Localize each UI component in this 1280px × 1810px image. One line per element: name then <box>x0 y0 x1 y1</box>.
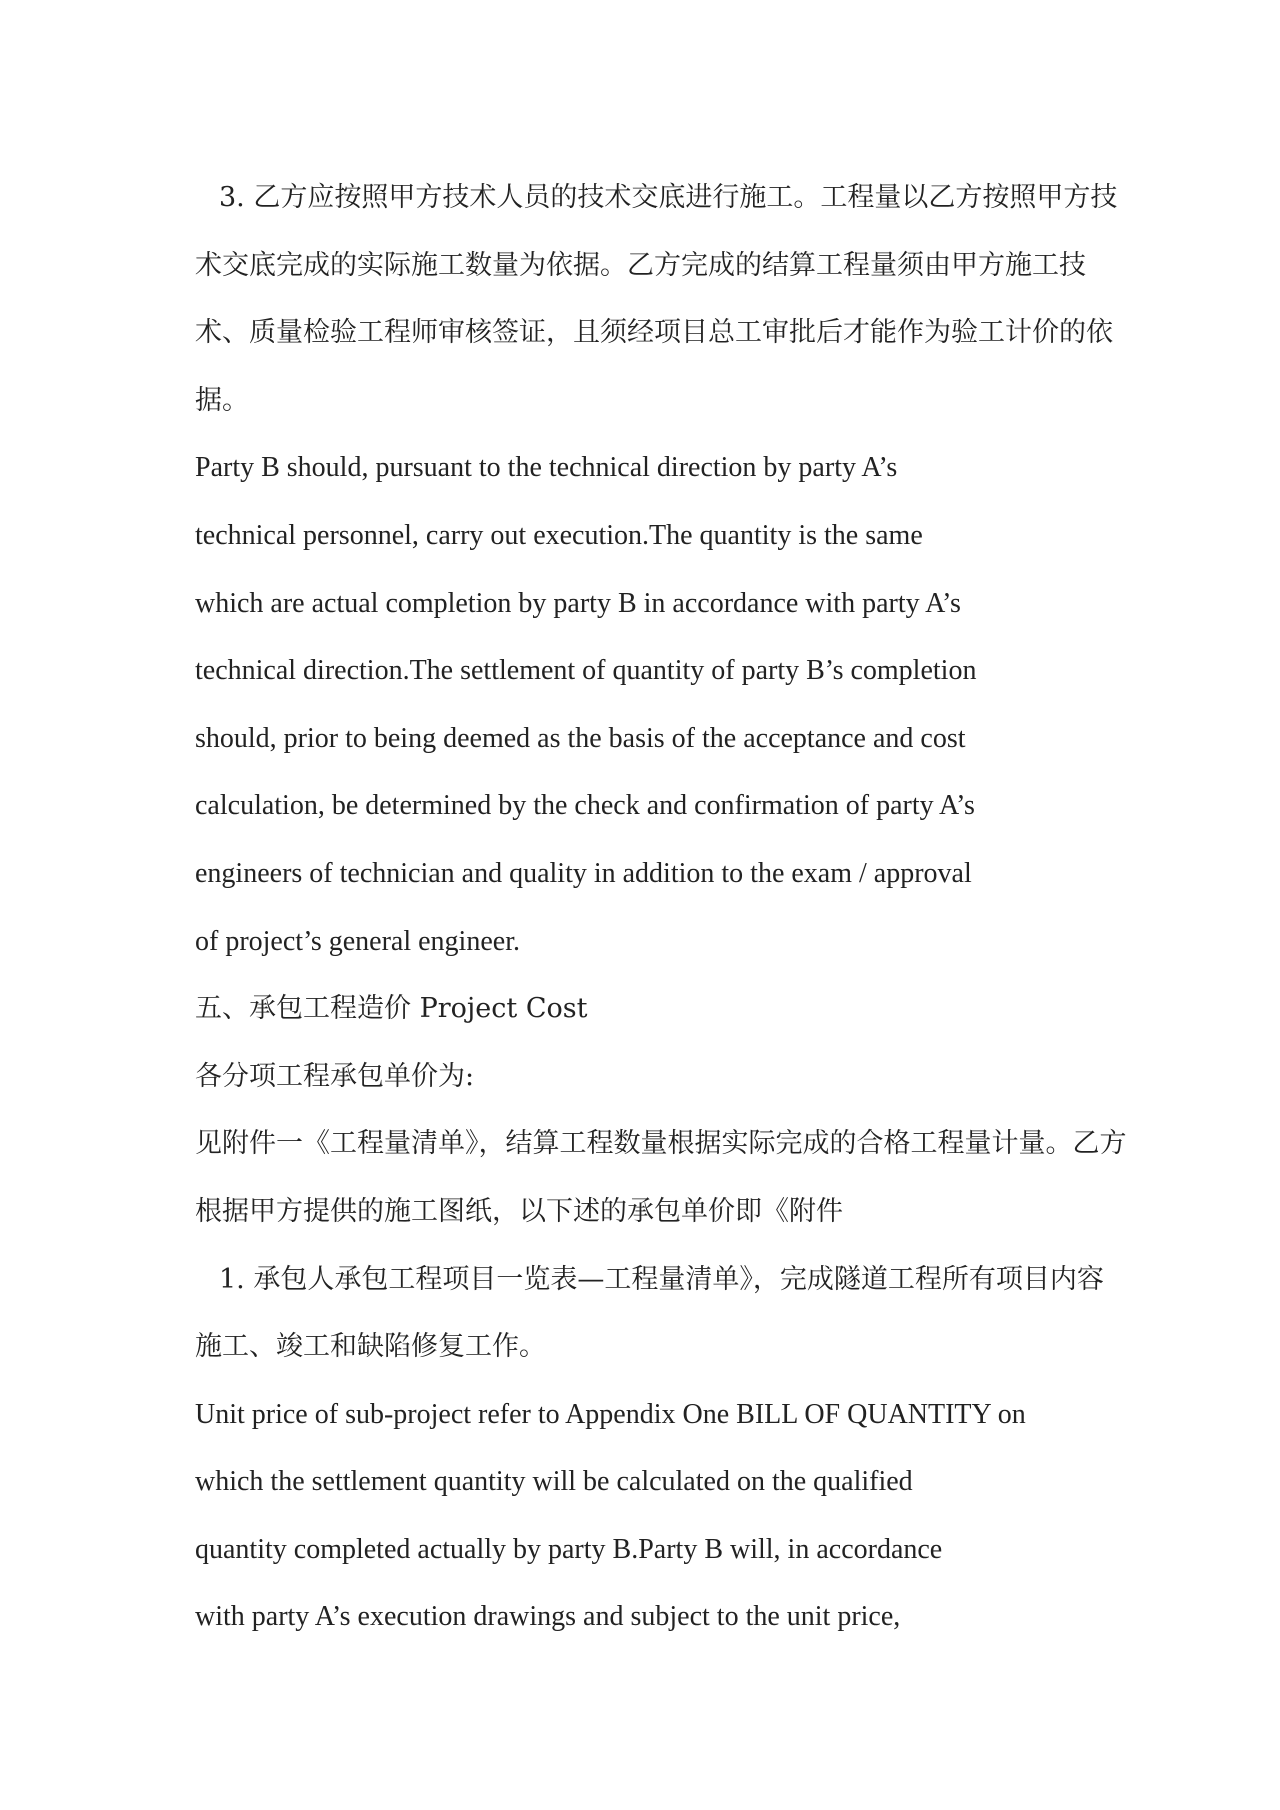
paragraph-line: engineers of technician and quality in addition to the exam / approval <box>195 857 972 889</box>
paragraph-line: technical personnel, carry out execution.The quantity is the same <box>195 519 923 551</box>
paragraph-line: should, prior to being deemed as the basis of the acceptance and cost <box>195 722 966 754</box>
paragraph-line: 根据甲方提供的施工图纸，以下述的承包单价即《附件 <box>195 1195 843 1227</box>
paragraph-line: 各分项工程承包单价为: <box>195 1060 475 1092</box>
paragraph-line: technical direction.The settlement of quantity of party B’s completion <box>195 655 977 687</box>
paragraph-line: 3. 乙方应按照甲方技术人员的技术交底进行施工。工程量以乙方按照甲方技 <box>219 182 1118 213</box>
paragraph-line: 术交底完成的实际施工数量为依据。乙方完成的结算工程量须由甲方施工技 <box>195 249 1086 281</box>
paragraph-line: which the settlement quantity will be calculated on the qualified <box>195 1466 913 1498</box>
paragraph-line: 施工、竣工和缺陷修复工作。 <box>195 1331 546 1363</box>
paragraph-line: which are actual completion by party B in accordance with party A’s <box>195 587 961 619</box>
paragraph-line: calculation, be determined by the check and confirmation of party A’s <box>195 790 975 822</box>
section-heading: 五、承包工程造价 Project Cost <box>195 993 588 1025</box>
paragraph-line: Unit price of sub-project refer to Appendix One BILL OF QUANTITY on <box>195 1398 1026 1430</box>
document-body <box>195 164 1127 1651</box>
paragraph-line: 据。 <box>195 384 249 416</box>
paragraph-line: 术、质量检验工程师审核签证，且须经项目总工审批后才能作为验工计价的依 <box>195 317 1113 349</box>
paragraph-line: quantity completed actually by party B.Party B will, in accordance <box>195 1533 943 1565</box>
paragraph-line: Party B should, pursuant to the technical direction by party A’s <box>195 452 898 484</box>
paragraph-line: with party A’s execution drawings and subject to the unit price, <box>195 1601 901 1633</box>
paragraph-line: of project’s general engineer. <box>195 925 520 957</box>
paragraph-line: 1. 承包人承包工程项目一览表—工程量清单》，完成隧道工程所有项目内容 <box>219 1263 1104 1295</box>
paragraph-line: 见附件一《工程量清单》，结算工程数量根据实际完成的合格工程量计量。乙方 <box>195 1128 1127 1160</box>
